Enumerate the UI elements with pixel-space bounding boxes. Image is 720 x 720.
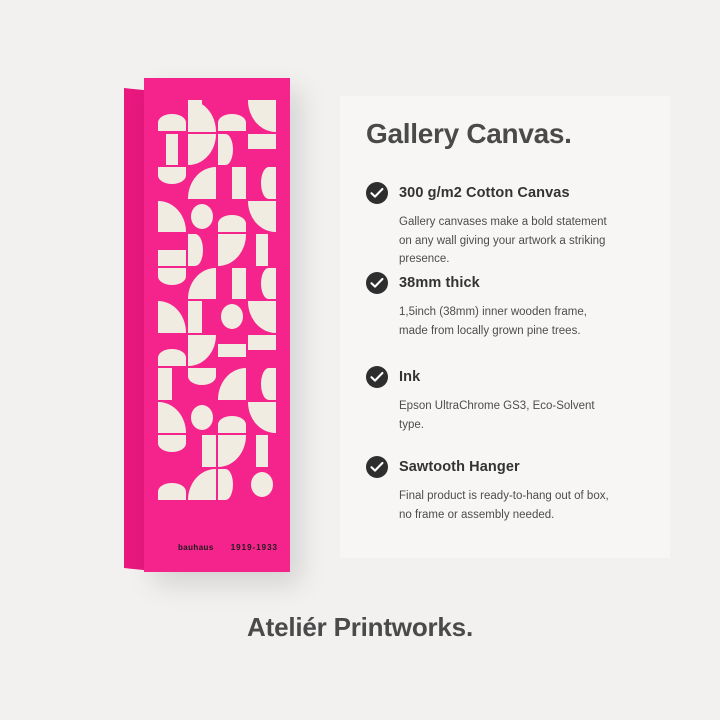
feature-description: Epson UltraChrome GS3, Eco-Solvent type.	[399, 400, 595, 431]
feature-title: 300 g/m2 Cotton Canvas	[399, 185, 570, 201]
check-circle-icon	[366, 366, 388, 388]
feature-description: 1,5inch (38mm) inner wooden frame, made from locally grown pine trees.	[399, 306, 587, 337]
canvas-caption-title: bauhaus	[178, 543, 214, 552]
canvas-front-face	[144, 78, 290, 572]
feature-title: Ink	[399, 369, 421, 385]
brand-name: Ateliér Printworks.	[247, 612, 473, 642]
check-circle-icon	[366, 456, 388, 478]
check-circle-icon	[366, 272, 388, 294]
check-circle-icon	[366, 182, 388, 204]
bauhaus-pattern-grid	[158, 100, 276, 500]
canvas-caption	[178, 543, 278, 552]
feature-header	[366, 182, 628, 204]
feature-item-sawtooth-hanger	[366, 456, 628, 524]
feature-title: 38mm thick	[399, 275, 480, 291]
feature-header	[366, 456, 628, 478]
canvas-product-image	[124, 78, 290, 578]
feature-header	[366, 272, 628, 294]
canvas-caption-years: 1919-1933	[230, 543, 278, 552]
feature-description: Gallery canvases make a bold statement on any wall giving your artwork a striking presence.	[399, 216, 607, 266]
canvas-edge-thickness	[124, 88, 146, 570]
feature-item-thickness	[366, 272, 628, 340]
feature-item-ink	[366, 366, 628, 434]
feature-title: Sawtooth Hanger	[399, 459, 520, 475]
feature-description: Final product is ready-to-hang out of box, no frame or assembly needed.	[399, 490, 609, 521]
feature-header	[366, 366, 628, 388]
feature-item-cotton-canvas	[366, 182, 628, 269]
page-title: Gallery Canvas.	[366, 118, 572, 149]
